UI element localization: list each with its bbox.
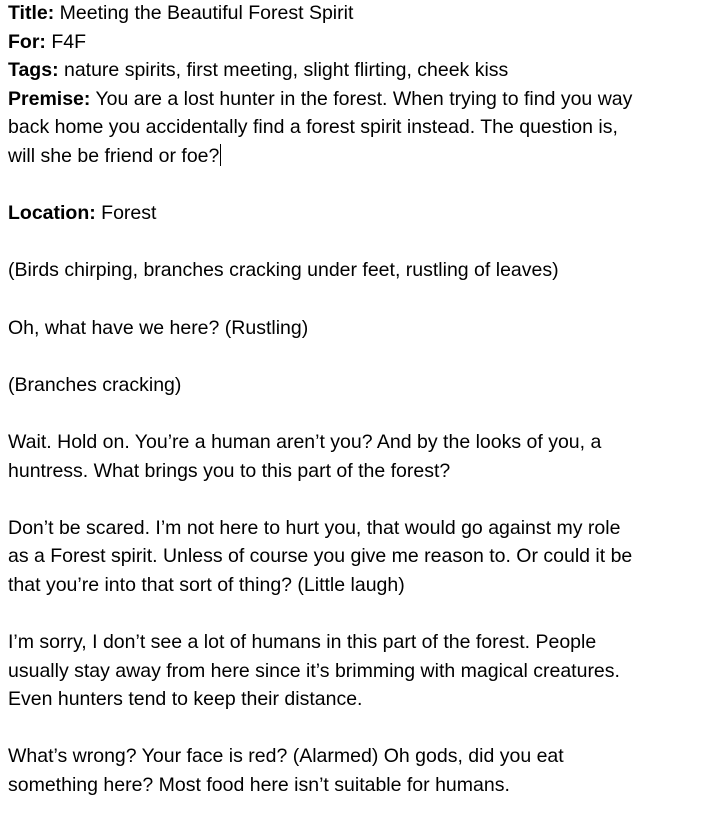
tags-line: [8, 56, 712, 85]
tags-value: nature spirits, first meeting, slight flirting, cheek kiss: [58, 59, 509, 82]
script-paragraph: [8, 628, 712, 714]
premise-paragraph: [8, 85, 712, 171]
script-paragraph: [8, 514, 712, 600]
premise-text: You are a lost hunter in the forest. When trying to find you way: [90, 87, 633, 110]
premise-line: [8, 142, 712, 171]
premise-label: Premise:: [8, 87, 91, 110]
location-value: Forest: [95, 202, 157, 225]
script-line: (Branches cracking): [8, 373, 182, 396]
script-line: as a Forest spirit. Unless of course you give me reason to. Or could it be: [8, 545, 633, 568]
for-label: For:: [8, 30, 46, 53]
title-line: [8, 0, 712, 28]
script-paragraph: [8, 428, 712, 485]
script-paragraph: [8, 742, 712, 799]
script-line: that you’re into that sort of thing? (Little laugh): [8, 573, 405, 596]
location-label: Location:: [8, 202, 96, 225]
premise-line: back home you accidentally find a forest spirit instead. The question is,: [8, 116, 618, 139]
location-line: [8, 199, 712, 228]
script-line: Don’t be scared. I’m not here to hurt you, that would go against my role: [8, 516, 621, 539]
script-line: I’m sorry, I don’t see a lot of humans in this part of the forest. People: [8, 631, 597, 654]
script-line: huntress. What brings you to this part of the forest?: [8, 459, 451, 482]
script-paragraph: [8, 256, 712, 285]
for-line: [8, 28, 712, 57]
for-value: F4F: [45, 30, 86, 53]
premise-text: will she be friend or foe?: [8, 144, 220, 167]
title-value: Meeting the Beautiful Forest Spirit: [54, 2, 354, 24]
script-line: Oh, what have we here? (Rustling): [8, 316, 309, 339]
tags-label: Tags:: [8, 59, 59, 82]
script-line: What’s wrong? Your face is red? (Alarmed) Oh gods, did you eat: [8, 745, 564, 768]
script-paragraph: [8, 314, 712, 343]
script-line: (Birds chirping, branches cracking under feet, rustling of leaves): [8, 259, 559, 282]
script-line: Wait. Hold on. You’re a human aren’t you? And by the looks of you, a: [8, 430, 602, 453]
script-line: Even hunters tend to keep their distance.: [8, 688, 363, 711]
script-line: something here? Most food here isn’t suitable for humans.: [8, 774, 510, 797]
title-label: Title:: [8, 2, 55, 24]
script-paragraph: [8, 371, 712, 400]
text-cursor: [220, 144, 221, 166]
script-line: usually stay away from here since it’s brimming with magical creatures.: [8, 659, 620, 682]
premise-line: [8, 85, 712, 114]
